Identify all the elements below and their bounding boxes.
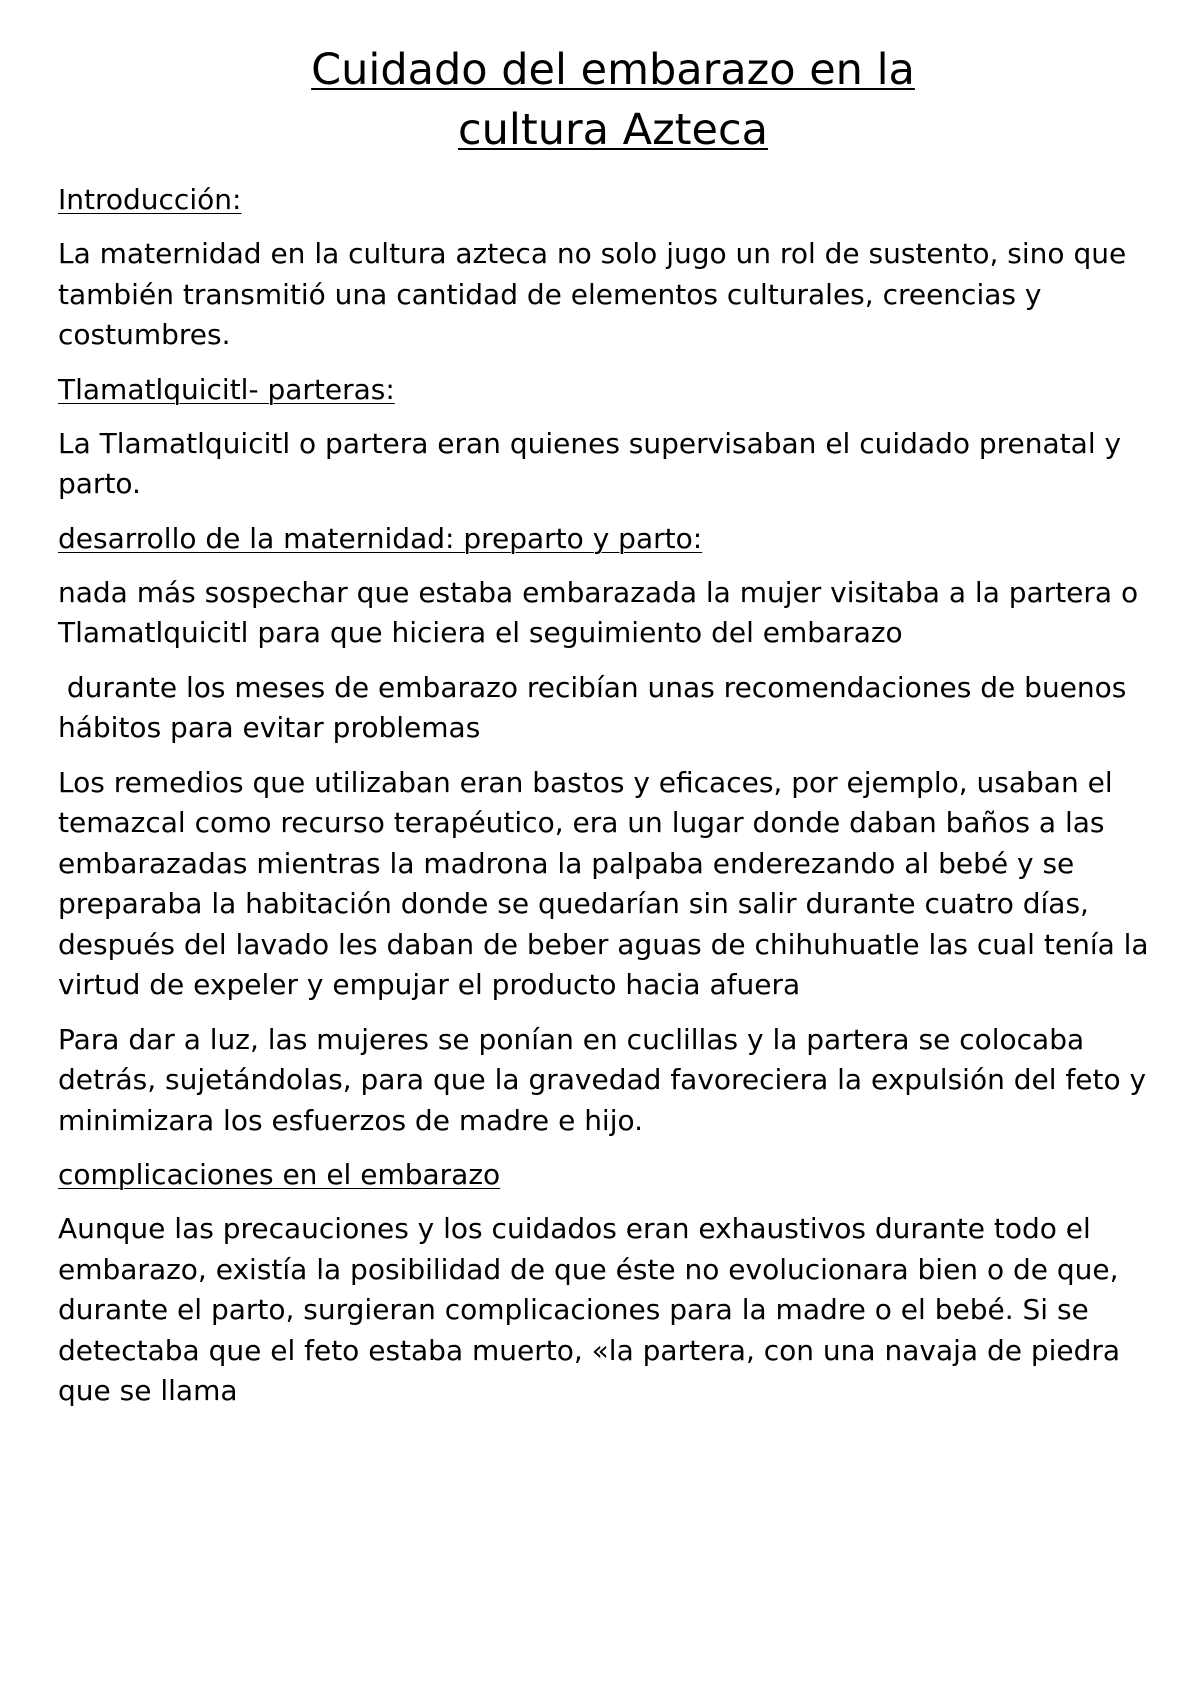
paragraph: Aunque las precauciones y los cuidados eran exhaustivos durante todo el embarazo, existía la posibilidad de que éste no evolucionara bien o de que, durante el parto, surgieran complicaciones para la madre o el bebé. Si se detectaba que el feto estaba muerto, «la partera, con una navaja de piedra que se llama xyxy=(58,1212,1121,1407)
section-heading: complicaciones en el embarazo xyxy=(58,1158,501,1191)
section-heading: desarrollo de la maternidad: preparto y parto: xyxy=(58,521,703,555)
section-desarrollo xyxy=(58,519,1168,1142)
paragraph: nada más sospechar que estaba embarazada la mujer visitaba a la partera o Tlamatlquicitl para que hiciera el seguimiento del embarazo xyxy=(58,575,1139,649)
document-title xyxy=(58,40,1168,160)
paragraph: La maternidad en la cultura azteca no solo jugo un rol de sustento, sino que también transmitió una cantidad de elementos culturales, creencias y costumbres. xyxy=(58,237,1127,351)
paragraph: La Tlamatlquicitl o partera eran quienes supervisaban el cuidado prenatal y parto. xyxy=(58,426,1122,500)
document-page xyxy=(58,40,1168,1426)
title-line-2: cultura Azteca xyxy=(458,105,768,155)
section-heading: Introducción: xyxy=(58,183,242,216)
paragraph: durante los meses de embarazo recibían unas recomendaciones de buenos hábitos para evitar problemas xyxy=(58,670,1136,744)
paragraph: Para dar a luz, las mujeres se ponían en cuclillas y la partera se colocaba detrás, sujetándolas, para que la gravedad favoreciera la expulsión del feto y minimizara los esfuerzos de madre e hijo. xyxy=(58,1022,1147,1137)
section-parteras xyxy=(58,370,1168,505)
section-heading: Tlamatlquicitl- parteras: xyxy=(58,372,395,406)
section-complicaciones xyxy=(58,1155,1168,1412)
section-introduccion xyxy=(58,180,1168,356)
title-line-1: Cuidado del embarazo en la xyxy=(311,45,915,95)
paragraph: Los remedios que utilizaban eran bastos y eficaces, por ejemplo, usaban el temazcal como recurso terapéutico, era un lugar donde daban baños a las embarazadas mientras la madrona la palpaba enderezando al bebé y se preparaba la habitación donde se quedarían sin salir durante cuatro días, después del lavado les daban de beber aguas de chihuhuatle las cual tenía la virtud de expeler y empujar el producto hacia afuera xyxy=(58,765,1149,1001)
